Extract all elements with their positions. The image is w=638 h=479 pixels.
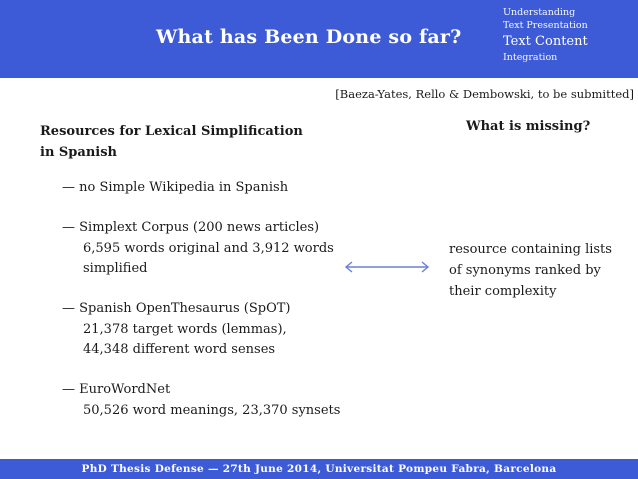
missing-resource-text [449, 239, 612, 302]
header-bar [0, 0, 638, 78]
slide-title: What has Been Done so far? [156, 26, 462, 48]
double-arrow-icon [343, 260, 431, 274]
missing-line: of synonyms ranked by [449, 263, 601, 278]
citation: [Baeza-Yates, Rello & Dembowski, to be submitted] [335, 87, 634, 101]
resources-heading-line: in Spanish [40, 145, 117, 160]
missing-heading: What is missing? [466, 119, 591, 134]
resource-item [62, 380, 340, 421]
resource-item [62, 299, 340, 361]
section-nav [503, 6, 588, 64]
resources-heading-line: Resources for Lexical Simplification [40, 124, 303, 139]
resource-line: — EuroWordNet [62, 382, 171, 397]
nav-item-integration[interactable]: Integration [503, 52, 558, 63]
resource-item [62, 218, 340, 280]
missing-line: their complexity [449, 284, 557, 299]
resource-item [62, 178, 340, 199]
footer-bar: PhD Thesis Defense — 27th June 2014, Universitat Pompeu Fabra, Barcelona [0, 459, 638, 479]
resources-heading [40, 121, 303, 163]
nav-item-understanding[interactable]: Understanding [503, 7, 576, 18]
nav-item-text-presentation[interactable]: Text Presentation [503, 20, 588, 31]
resource-line: simplified [83, 261, 148, 276]
resource-line: — no Simple Wikipedia in Spanish [62, 180, 289, 195]
resource-line: — Simplext Corpus (200 news articles) [62, 220, 320, 235]
resource-line: 44,348 different word senses [83, 342, 276, 357]
nav-item-text-content[interactable]: Text Content [503, 34, 588, 49]
resource-line: 50,526 word meanings, 23,370 synsets [83, 402, 341, 418]
missing-line: resource containing lists [449, 242, 612, 257]
resources-list [62, 178, 340, 441]
resource-line: 21,378 target words (lemmas), [83, 321, 287, 337]
resource-line: — Spanish OpenThesaurus (SpOT) [62, 301, 291, 316]
resource-line: 6,595 words original and 3,912 words [83, 240, 334, 256]
